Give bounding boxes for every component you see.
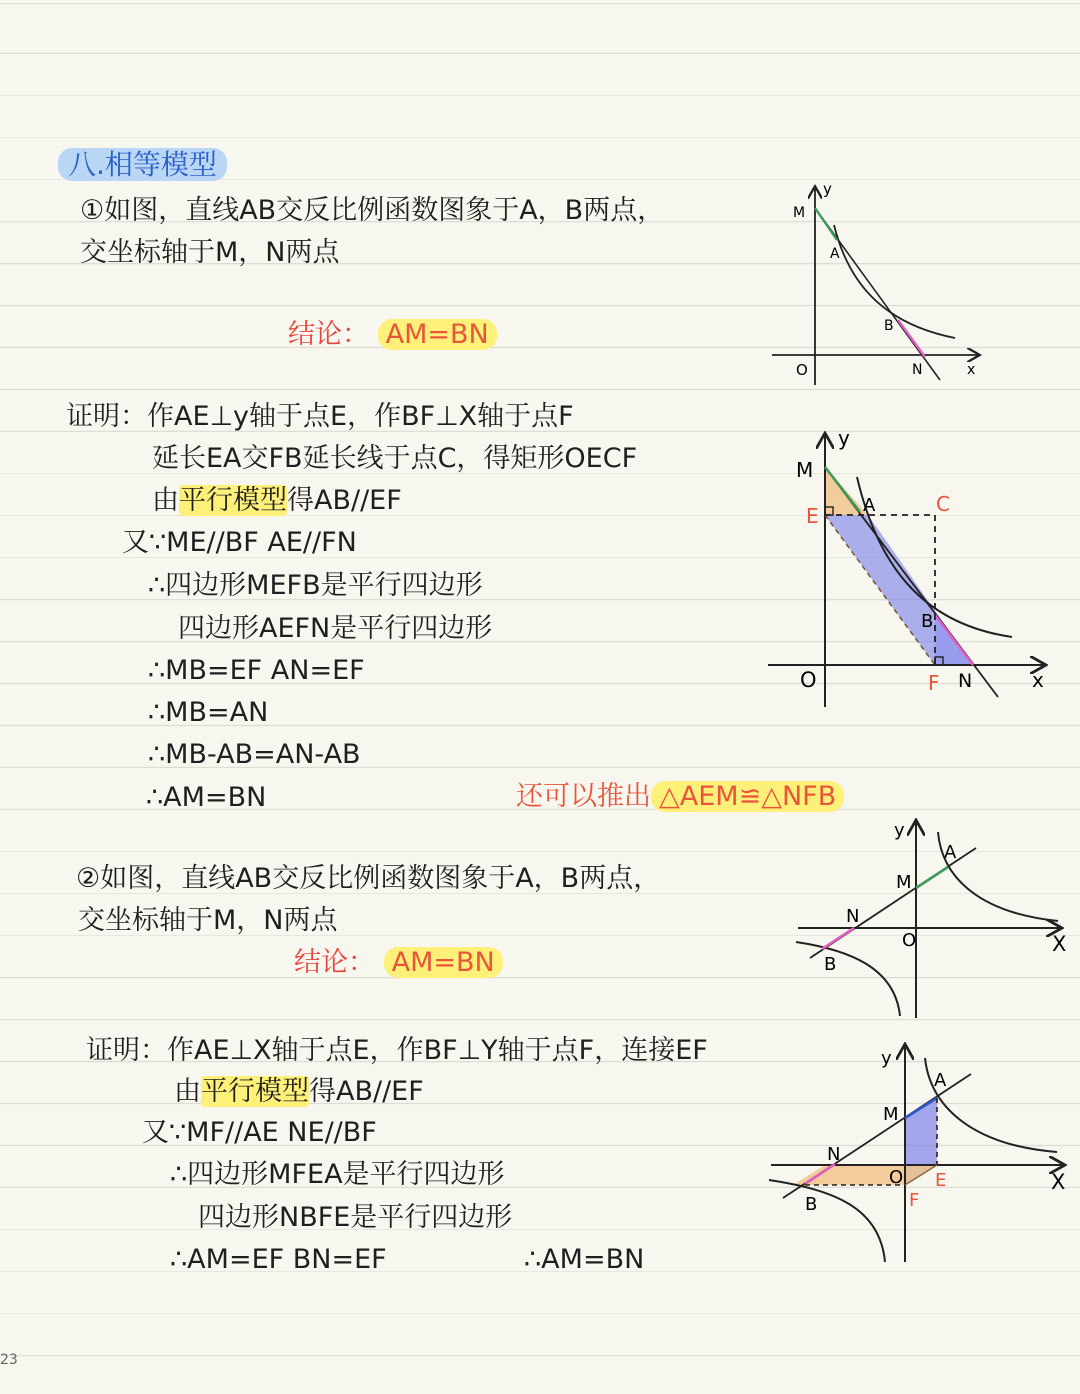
part1-conclusion: [288, 318, 497, 352]
label-f: F: [909, 1190, 920, 1211]
proof1-line6: 四边形AEFN是平行四边形: [178, 613, 493, 644]
label-m: M: [896, 872, 912, 893]
segment-am: [815, 208, 837, 240]
label-x: x: [967, 362, 976, 378]
proof1-line8: ∴MB=AN: [148, 697, 269, 728]
label-y: y: [881, 1048, 892, 1069]
proof1-line2: 延长EA交FB延长线于点C，得矩形OECF: [152, 443, 638, 474]
graph-2: [760, 425, 1060, 715]
page-number: 23: [0, 1352, 18, 1368]
label-b: B: [884, 318, 894, 334]
proof1-line7: ∴MB=EF AN=EF: [148, 655, 365, 686]
conclusion-label: 结论：: [294, 947, 375, 978]
label-a: A: [934, 1070, 947, 1091]
conclusion-label: 结论：: [288, 319, 369, 350]
hyperbola: [834, 225, 955, 338]
proof1-note: 还可以推出 △AEM≌△NFB: [516, 780, 844, 814]
conclusion-value: AM=BN: [384, 947, 503, 978]
part1-line1: ①如图，直线AB交反比例函数图象于A，B两点，: [80, 195, 665, 226]
part2-line1: ②如图，直线AB交反比例函数图象于A，B两点，: [76, 863, 661, 894]
label-o: O: [889, 1167, 904, 1188]
proof2-line4: ∴四边形MFEA是平行四边形: [170, 1159, 505, 1190]
label-o: O: [796, 361, 808, 379]
proof2-line6: ∴AM=EF BN=EF: [170, 1244, 387, 1275]
part2-line2: 交坐标轴于M，N两点: [78, 905, 338, 936]
segment-bn: [898, 320, 925, 357]
label-a: A: [863, 495, 876, 516]
label-x: X: [1052, 932, 1067, 956]
proof1-line1: 证明：作AE⊥y轴于点E，作BF⊥X轴于点F: [66, 401, 574, 432]
label-b: B: [921, 611, 934, 632]
label-e: E: [806, 504, 819, 528]
hyperbola-branch-2: [769, 1180, 885, 1262]
graph-3: [790, 818, 1080, 1023]
label-b: B: [824, 954, 837, 975]
label-n: N: [958, 670, 973, 692]
label-e: E: [935, 1170, 947, 1191]
label-a: A: [944, 842, 957, 863]
segment-am: [916, 867, 948, 888]
label-a: A: [830, 246, 840, 262]
label-x: X: [1051, 1170, 1066, 1194]
label-n: N: [912, 362, 923, 378]
proof2-line2: 由平行模型得AB//EF: [174, 1076, 424, 1107]
proof1-line9: ∴MB-AB=AN-AB: [148, 739, 361, 770]
label-o: O: [800, 668, 817, 692]
proof1-line3: 由平行模型得AB//EF: [152, 485, 402, 516]
graph-4: [765, 1040, 1075, 1270]
label-c: C: [936, 492, 950, 516]
congruence-highlight: △AEM≌△NFB: [651, 781, 844, 812]
label-y: y: [823, 180, 832, 198]
parallel-model-highlight: 平行模型: [201, 1076, 309, 1107]
graph-1: [760, 180, 990, 390]
proof2-line1: 证明：作AE⊥X轴于点E，作BF⊥Y轴于点F，连接EF: [86, 1035, 708, 1066]
proof2-line3: 又∵MF//AE NE//BF: [142, 1117, 377, 1148]
label-x: x: [1032, 668, 1044, 692]
parallel-model-highlight: 平行模型: [179, 485, 287, 516]
label-o: O: [902, 930, 917, 951]
label-m: M: [796, 458, 814, 482]
proof2-line7: ∴AM=BN: [524, 1244, 645, 1275]
proof1-line10: ∴AM=BN: [146, 782, 267, 813]
conclusion-value: AM=BN: [378, 319, 497, 350]
segment-bn: [822, 928, 854, 949]
label-b: B: [805, 1194, 818, 1215]
label-n: N: [846, 906, 860, 927]
part2-conclusion: [294, 946, 503, 980]
part1-line2: 交坐标轴于M，N两点: [80, 237, 340, 268]
proof1-line4: 又∵ME//BF AE//FN: [122, 527, 357, 558]
proof2-line5: 四边形NBFE是平行四边形: [198, 1202, 513, 1233]
label-m: M: [883, 1104, 899, 1125]
parallelogram-nbfe-fill: [793, 1165, 937, 1185]
hyperbola-branch-2: [796, 942, 900, 1016]
label-m: M: [793, 205, 806, 221]
section-title: 八.相等模型: [58, 148, 227, 182]
label-y: y: [838, 426, 850, 450]
label-n: N: [827, 1144, 841, 1165]
proof1-line5: ∴四边形MEFB是平行四边形: [148, 570, 483, 601]
label-f: F: [928, 671, 940, 695]
label-y: y: [894, 820, 905, 841]
